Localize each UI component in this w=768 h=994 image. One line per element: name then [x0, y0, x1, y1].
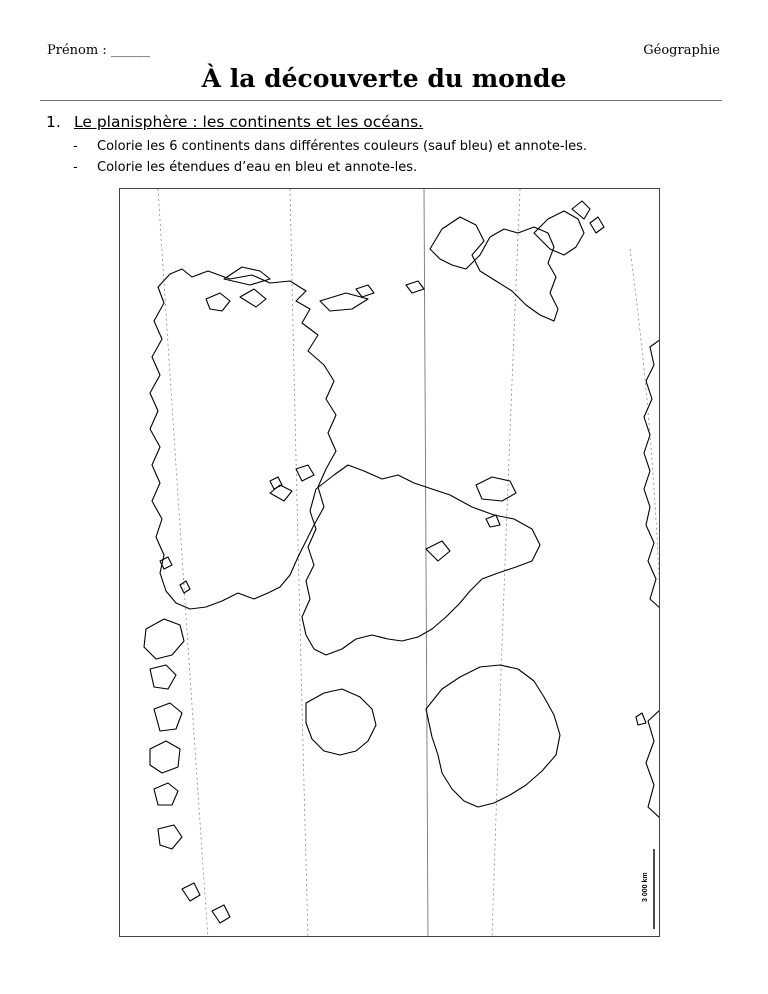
instruction-item	[73, 160, 417, 175]
landmass-islands	[636, 713, 646, 725]
landmass-islands	[154, 783, 178, 805]
landmass-islands	[180, 581, 190, 593]
list-dash: -	[73, 139, 78, 154]
landmass-eurasia	[150, 269, 336, 609]
landmass-africa	[302, 465, 540, 655]
meridian-line	[424, 189, 428, 937]
landmass-islands	[270, 477, 282, 489]
subject-label: Géographie	[643, 43, 720, 58]
list-dash: -	[73, 160, 78, 175]
landmass-islands	[240, 289, 266, 307]
landmass-greenland	[534, 211, 584, 255]
landmass-madagascar	[426, 541, 450, 561]
landmass-south-america	[426, 665, 560, 807]
landmass-islands	[154, 703, 182, 731]
page-title: À la découverte du monde	[201, 64, 567, 93]
landmass-islands	[212, 905, 230, 923]
landmass-australia	[306, 689, 376, 755]
section-heading	[46, 113, 423, 131]
landmass-north-america	[430, 217, 558, 321]
landmass-edge	[644, 339, 660, 609]
graticule	[158, 189, 660, 937]
landmass-arctic-islands	[590, 217, 604, 233]
landmass-edge	[646, 709, 660, 819]
scale-label: 3 000 km	[642, 872, 649, 902]
landmass-islands	[158, 825, 182, 849]
landmass-islands	[150, 665, 176, 689]
landmass-islands	[486, 515, 500, 527]
name-field-label: Prénom : ______	[47, 43, 150, 58]
section-number: 1.	[46, 113, 61, 131]
landmass-islands	[150, 741, 180, 773]
instruction-text: Colorie les étendues d’eau en bleu et annote-les.	[97, 160, 418, 175]
world-map-drawing	[120, 189, 660, 937]
section-title: Le planisphère : les continents et les océans.	[74, 113, 424, 131]
landmass-arctic-islands	[572, 201, 590, 219]
landmass-islands	[296, 465, 314, 481]
landmass-islands	[182, 883, 200, 901]
landmass-arabia	[476, 477, 516, 501]
instruction-text: Colorie les 6 continents dans différentes couleurs (sauf bleu) et annote-les.	[97, 139, 588, 154]
landmass-islands	[206, 293, 230, 311]
instruction-item	[73, 139, 587, 154]
title-divider	[40, 100, 722, 101]
landmass-arctic-islands	[406, 281, 424, 293]
landmass-arctic-islands	[356, 285, 374, 297]
landmass-islands	[144, 619, 184, 659]
world-map	[119, 188, 660, 937]
